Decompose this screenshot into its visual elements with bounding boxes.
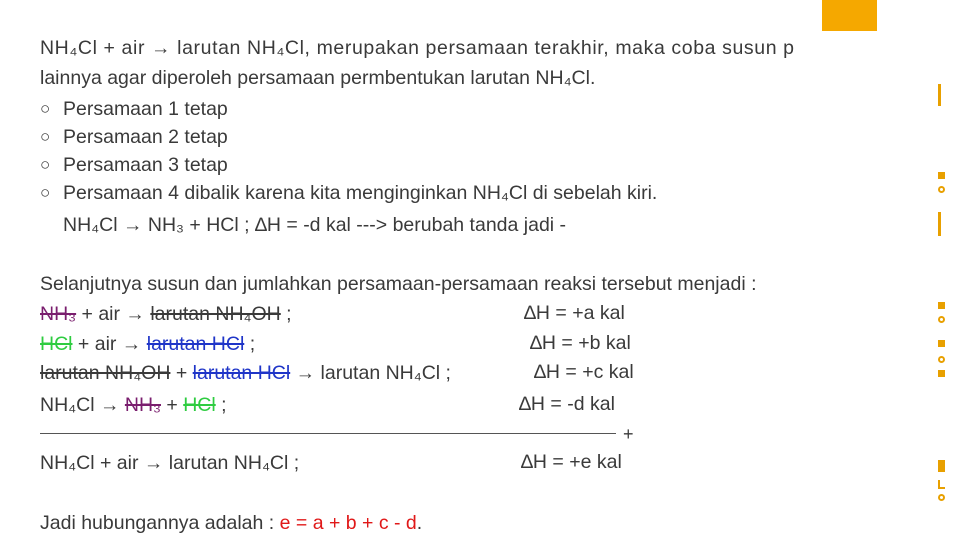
- bullet-item-1: Persamaan 1 tetap: [63, 98, 228, 120]
- eq1-product: larutan NH₄OH: [150, 303, 281, 325]
- edge-mark: [938, 316, 945, 323]
- eq1-species-nh3: NH₃: [40, 303, 77, 325]
- eq3-reactant-1: larutan NH₄OH: [40, 362, 171, 384]
- total-enthalpy: ∆H = +e kal: [521, 451, 622, 473]
- eq3-end: → larutan NH₄Cl ;: [290, 362, 451, 384]
- eq2-end: ;: [244, 333, 256, 355]
- edge-mark: [938, 340, 945, 347]
- equation-4: [40, 393, 227, 417]
- edge-mark: [938, 84, 949, 106]
- edge-mark: [938, 172, 945, 179]
- eq1-mid: + air →: [76, 303, 151, 325]
- edge-mark: [938, 494, 945, 501]
- bullet-item-2: Persamaan 2 tetap: [63, 126, 228, 148]
- eq2-species-hcl: HCl: [40, 333, 73, 355]
- intro-text: Selanjutnya susun dan jumlahkan persamaan-persamaan reaksi tersebut menjadi :: [40, 273, 757, 295]
- eq2-enthalpy: ∆H = +b kal: [530, 332, 631, 354]
- equation-1: [40, 302, 292, 326]
- edge-mark: [938, 186, 945, 193]
- eq4-species-hcl: HCl: [183, 394, 216, 416]
- edge-mark: [938, 356, 945, 363]
- bullet-icon: ○: [40, 127, 51, 146]
- eq4-species-nh3: NH₃: [124, 394, 161, 416]
- eq3-enthalpy: ∆H = +c kal: [534, 361, 634, 383]
- bullet-item-4: Persamaan 4 dibalik karena kita menginginkan NH₄Cl di sebelah kiri.: [63, 182, 658, 204]
- conclusion-formula: e = a + b + c - d: [279, 512, 417, 534]
- conclusion-label: Jadi hubungannya adalah :: [40, 512, 280, 534]
- conclusion: [40, 511, 422, 535]
- eq4-end: ;: [215, 394, 227, 416]
- edge-mark: [938, 460, 945, 472]
- eq1-enthalpy: ∆H = +a kal: [524, 302, 625, 324]
- header-line-1: NH₄Cl + air → larutan NH₄Cl, merupakan persamaan terakhir, maka coba susun p: [40, 37, 795, 59]
- sum-plus-sign: +: [623, 424, 634, 444]
- equation-3: [40, 361, 451, 385]
- edge-mark: [938, 212, 949, 236]
- sum-divider: [40, 433, 616, 434]
- bullet-icon: ○: [40, 99, 51, 118]
- eq1-end: ;: [280, 303, 292, 325]
- header-line-2: lainnya agar diperoleh persamaan permbentukan larutan NH₄Cl.: [40, 67, 596, 89]
- reverse-note: NH₄Cl → NH₃ + HCl ; ∆H = -d kal ---> berubah tanda jadi -: [63, 214, 567, 236]
- edge-mark: [938, 370, 945, 377]
- eq3-mid: +: [170, 362, 193, 384]
- eq4-plus: +: [160, 394, 184, 416]
- edge-mark: [938, 302, 945, 309]
- bullet-icon: ○: [40, 155, 51, 174]
- eq2-mid: + air →: [72, 333, 147, 355]
- conclusion-end: .: [416, 512, 423, 534]
- accent-rectangle: [822, 0, 877, 31]
- eq4-enthalpy: ∆H = -d kal: [519, 393, 615, 415]
- total-equation: NH₄Cl + air → larutan NH₄Cl ;: [40, 452, 300, 474]
- edge-mark: [938, 480, 945, 489]
- eq2-product: larutan HCl: [146, 333, 245, 355]
- bullet-icon: ○: [40, 183, 51, 202]
- bullet-item-3: Persamaan 3 tetap: [63, 154, 228, 176]
- equation-2: [40, 332, 255, 356]
- eq3-reactant-2: larutan HCl: [192, 362, 291, 384]
- eq4-start: NH₄Cl →: [40, 394, 125, 416]
